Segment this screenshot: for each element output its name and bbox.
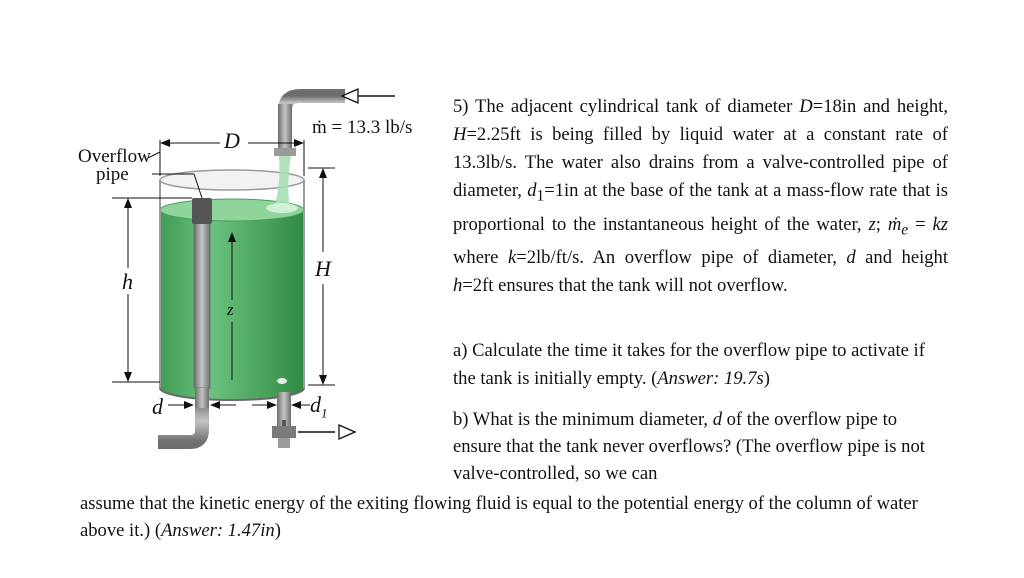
label-d: d: [152, 394, 163, 419]
part-b-question: b) What is the minimum diameter, d of the overflow pipe to ensure that the tank never overflows? (The overflow pipe is not valve-controlled, so we can: [453, 409, 925, 484]
overflow-label-line2: pipe: [96, 164, 129, 185]
inlet-pipe: [285, 96, 345, 110]
label-h: h: [122, 269, 133, 294]
overflow-label-line1: Overflow: [78, 146, 151, 167]
arrow-out-icon: [298, 425, 355, 439]
valve-icon: [272, 420, 296, 448]
arrow-in-icon: [342, 89, 395, 103]
label-mass-flow: ṁ = 13.3 lb/s: [312, 117, 413, 138]
overflow-pipe: [194, 200, 210, 388]
label-d1: $d_1$: [310, 392, 328, 421]
problem-statement: 5) The adjacent cylindrical tank of diameter D=18in and height, H=2.25ft is being filled by liquid water at a constant rate of 13.3lb/s. The water also drains from a valve-controlled pipe of diameter, $d_1=1in$ at the base of the tank at a mass-flow rate that is proportional to the instantaneous height of the water, z; ṁ$_e$ = kz where k=2lb/ft/s. An overflow pipe of diameter, d and height h=2ft ensures that the tank will not overflow.: [453, 96, 948, 297]
part-a-question: a) Calculate the time it takes for the overflow pipe to activate if the tank is initially empty. (Answer: 19.7s): [453, 340, 925, 389]
label-D: D: [224, 128, 240, 153]
tank-figure: [60, 80, 450, 470]
label-H: H: [315, 256, 331, 281]
label-z: z: [227, 300, 234, 319]
part-b-continuation: assume that the kinetic energy of the exiting flowing fluid is equal to the potential energy of the column of water above it.) (Answer: 1.47in): [80, 493, 918, 541]
inlet-pipe-vertical: [278, 104, 292, 152]
